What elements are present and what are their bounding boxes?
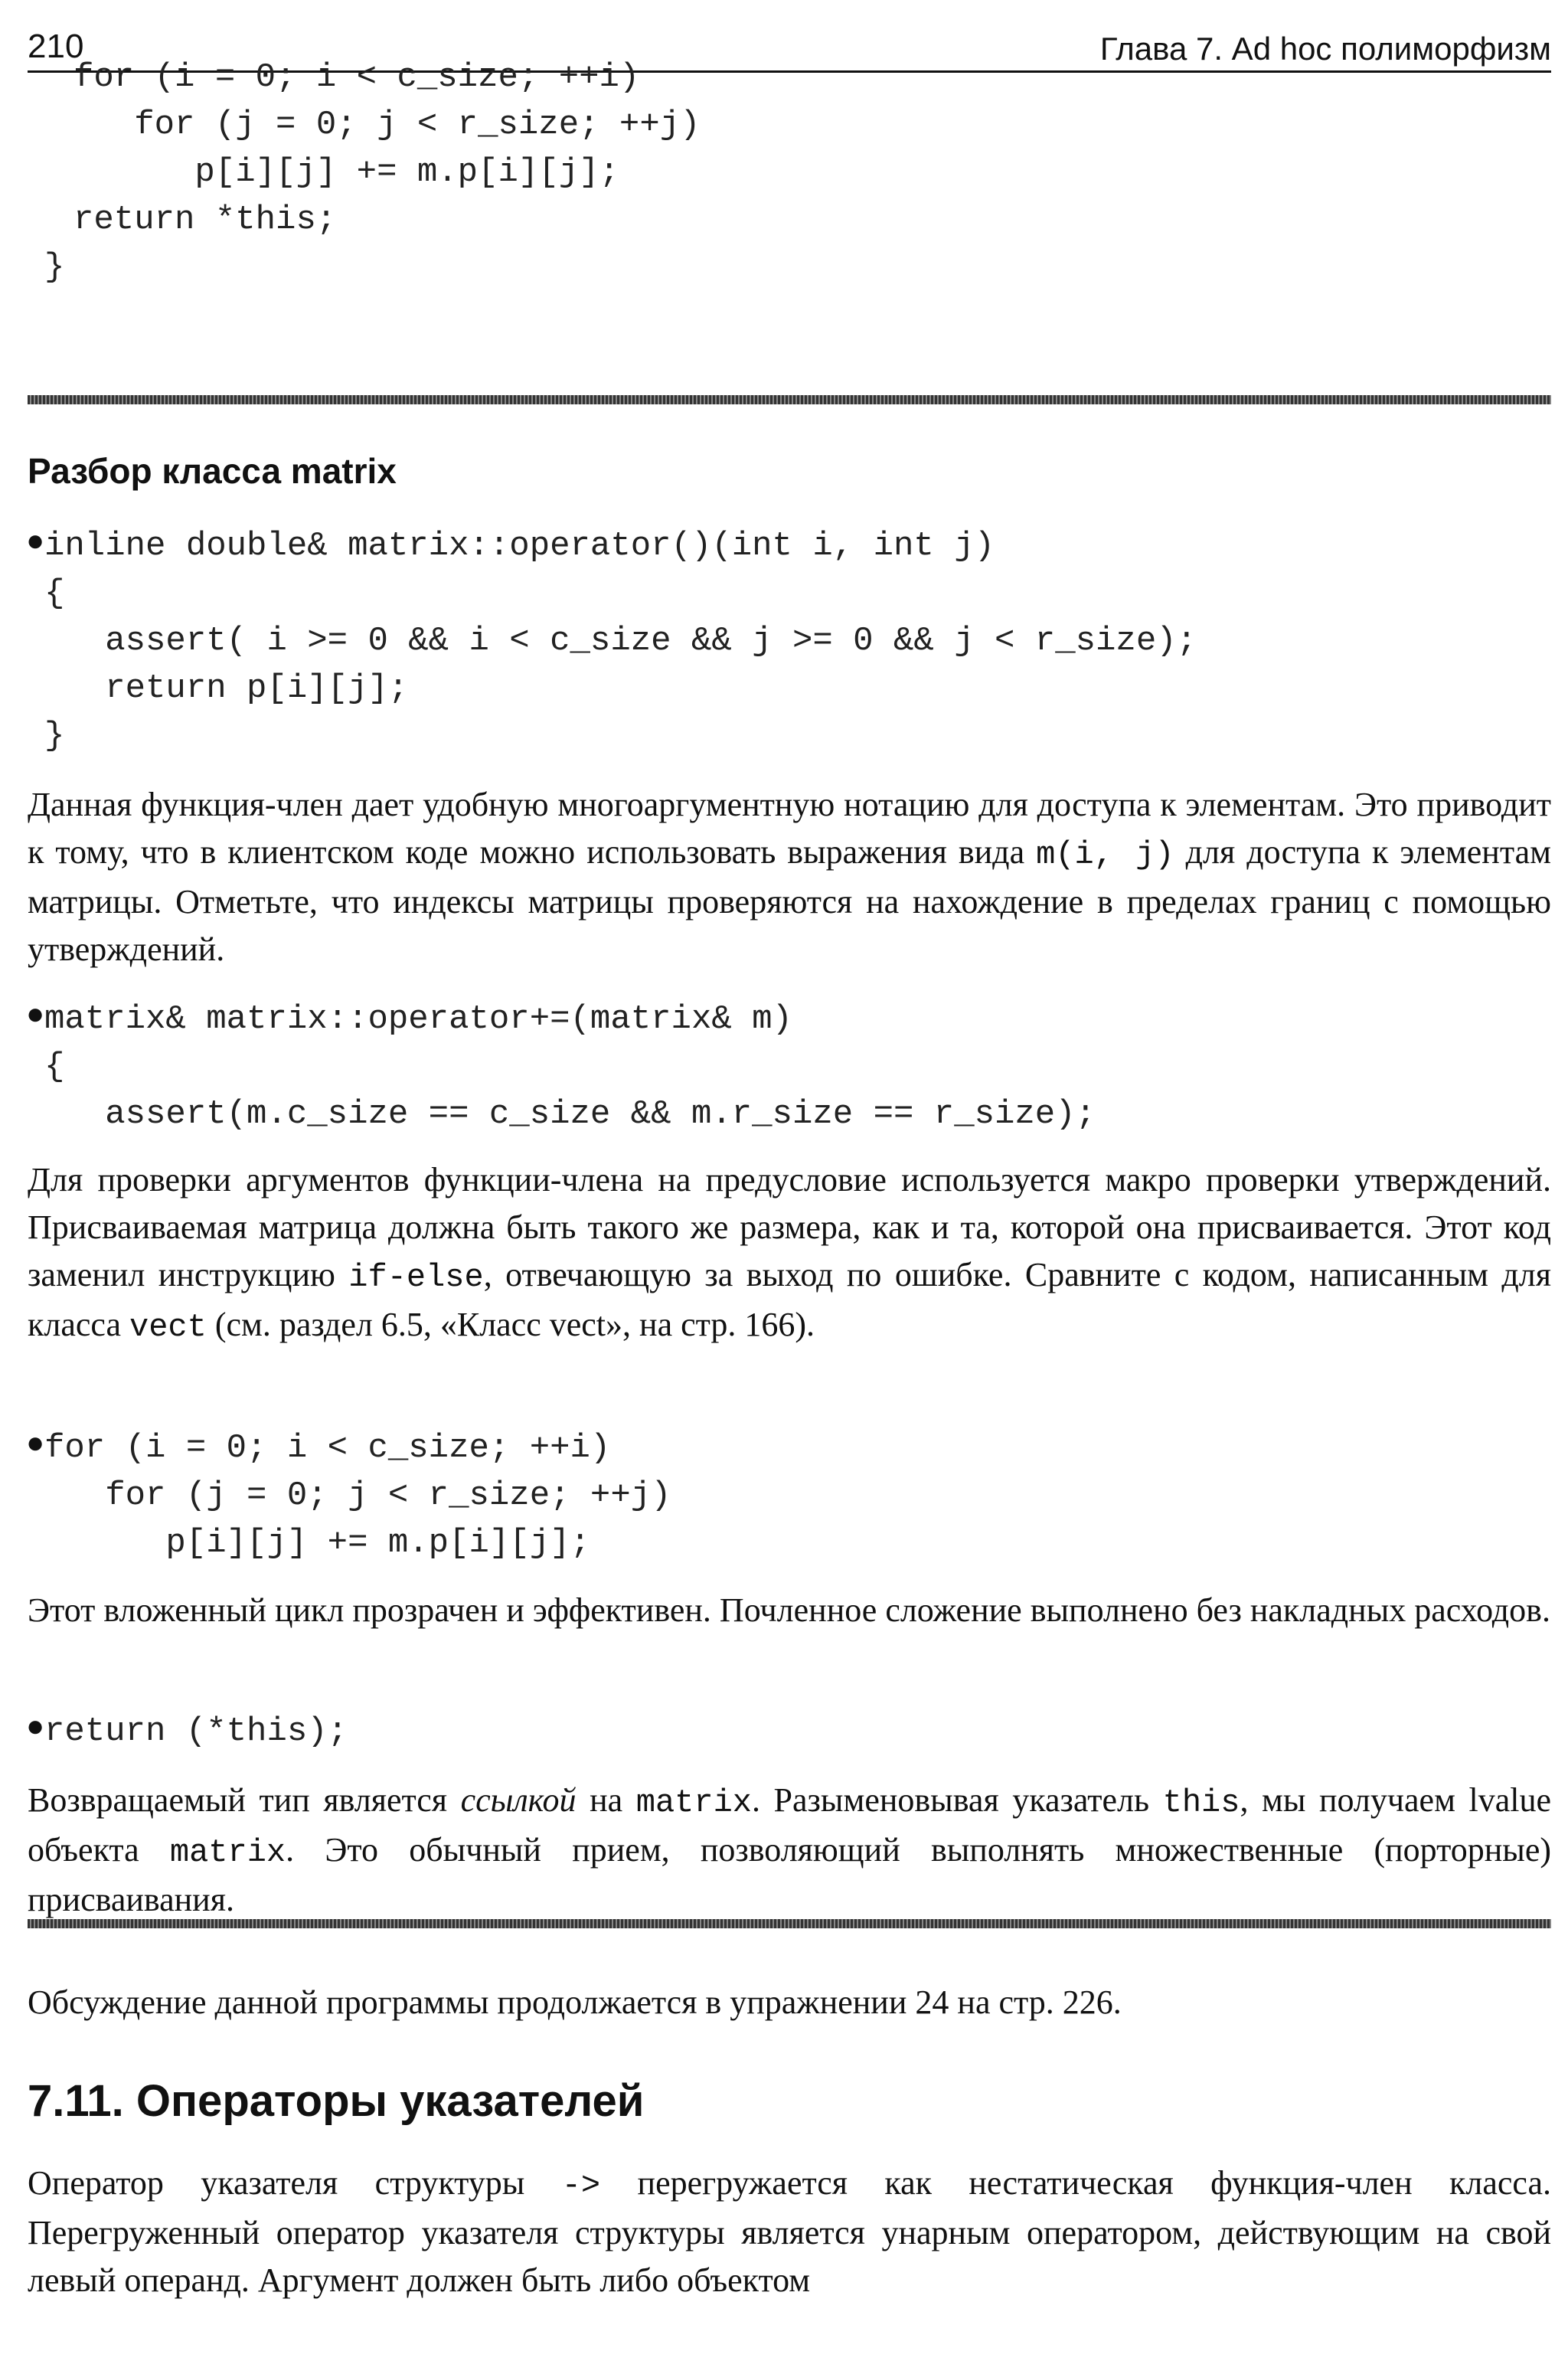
- section-heading: 7.11. Операторы указателей: [28, 2076, 645, 2126]
- explanation-paragraph: [28, 1156, 1551, 1351]
- inline-code: matrix: [169, 1834, 286, 1871]
- code-line: for (i = 0; i < c_size; ++i): [44, 1429, 611, 1467]
- bullet: ●: [26, 524, 45, 558]
- paragraph-text: на: [576, 1781, 636, 1819]
- code-line: {: [44, 574, 65, 613]
- box-top-rule: [28, 395, 1551, 404]
- discussion-paragraph: Обсуждение данной программы продолжается в упражнении 24 на стр. 226.: [28, 1983, 1122, 2021]
- bullet: ●: [26, 1426, 45, 1460]
- explanation-paragraph: [28, 1777, 1551, 1924]
- code-line: p[i][j] += m.p[i][j];: [74, 153, 619, 191]
- inline-code: this: [1162, 1784, 1240, 1821]
- inline-code: vect: [129, 1309, 207, 1346]
- paragraph-text: , мы получаем lvalue объекта: [28, 1781, 1551, 1869]
- inline-code: matrix: [635, 1784, 752, 1821]
- code-line: for (j = 0; j < r_size; ++j): [74, 106, 701, 144]
- inline-code: ->: [561, 2167, 601, 2204]
- inline-code: m(i, j): [1036, 836, 1174, 873]
- paragraph-text: . Это обычный прием, позволяющий выполнять множественные (порторные) присваивания.: [28, 1831, 1552, 1918]
- inline-code: if-else: [348, 1259, 484, 1296]
- explanation-paragraph: Этот вложенный цикл прозрачен и эффективен. Почленное сложение выполнено без накладных расходов.: [28, 1591, 1550, 1629]
- paragraph-text: , отвечающую за выход по ошибке. Сравните с кодом, написанным для класса: [28, 1256, 1552, 1343]
- code-line: for (j = 0; j < r_size; ++j): [44, 1476, 671, 1515]
- page-number: 210: [28, 28, 84, 65]
- emphasized-text: ссылкой: [460, 1781, 577, 1819]
- code-line: inline double& matrix::operator()(int i, int j): [44, 527, 995, 565]
- code-line: assert( i >= 0 && i < c_size && j >= 0 && j < r_size);: [44, 622, 1197, 660]
- code-line: {: [44, 1048, 65, 1086]
- paragraph-text: Возвращаемый тип является: [28, 1781, 461, 1819]
- paragraph-text: . Разыменовывая указатель: [751, 1781, 1163, 1819]
- box-bottom-rule: [28, 1919, 1551, 1928]
- code-line: }: [44, 248, 65, 286]
- code-line: for (i = 0; i < c_size; ++i): [74, 58, 640, 96]
- code-line: return (*this);: [44, 1712, 348, 1751]
- paragraph-text: Данная функция-член дает удобную многоаргументную нотацию для доступа к элементам. Это приводит к тому, что в клиентском коде можно использовать выражения вида: [28, 786, 1551, 871]
- bullet: ●: [26, 997, 45, 1031]
- chapter-title: Глава 7. Ad hoc полиморфизм: [1099, 31, 1551, 67]
- paragraph-text: для доступа к элементам матрицы. Отметьте, что индексы матрицы проверяются на нахождение в пределах границ с помощью утверждений.: [28, 833, 1551, 968]
- bullet: ●: [26, 1709, 45, 1743]
- code-line: assert(m.c_size == c_size && m.r_size == r_size);: [44, 1095, 1096, 1133]
- paragraph-text: перегружается как нестатическая функция-член класса. Перегруженный оператор указателя структуры является унарным оператором, действующим на свой левый операнд. Аргумент должен быть либо объектом: [28, 2164, 1552, 2299]
- code-line: matrix& matrix::operator+=(matrix& m): [44, 1000, 792, 1038]
- paragraph-text: Для проверки аргументов функции-члена на предусловие используется макро проверки утверждений. Присваиваемая матрица должна быть такого же размера, как и та, которой она присваивается. Этот код заменил инструкцию: [28, 1161, 1551, 1293]
- paragraph-text: Оператор указателя структуры: [28, 2164, 562, 2202]
- code-line: p[i][j] += m.p[i][j];: [44, 1524, 590, 1562]
- section-paragraph: [28, 2160, 1551, 2304]
- code-line: }: [44, 717, 65, 755]
- code-line: return *this;: [74, 201, 337, 239]
- explanation-paragraph: [28, 781, 1551, 973]
- paragraph-text: (см. раздел 6.5, «Класс vect», на стр. 166).: [206, 1306, 815, 1343]
- code-line: return p[i][j];: [44, 669, 409, 708]
- box-title: Разбор класса matrix: [28, 451, 397, 491]
